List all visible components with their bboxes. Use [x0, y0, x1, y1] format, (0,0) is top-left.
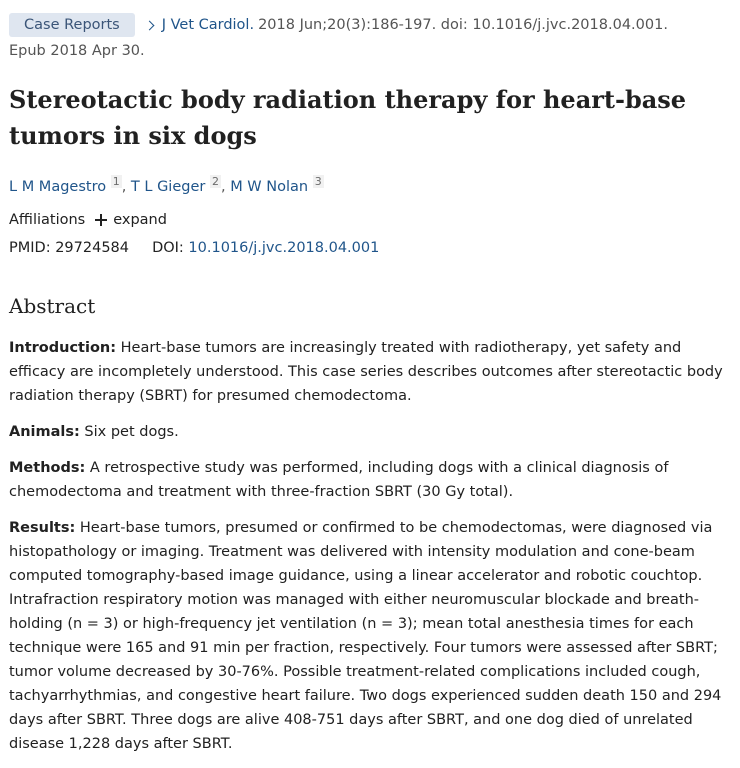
- citation-row: [9, 13, 668, 37]
- section-label: Methods:: [9, 460, 86, 476]
- author-list: [9, 175, 324, 195]
- abstract-section-animals: [9, 420, 735, 444]
- section-label: Introduction:: [9, 340, 117, 356]
- abstract-section-results: [9, 516, 735, 756]
- identifiers: [9, 240, 379, 256]
- plus-icon: [95, 214, 107, 226]
- section-text: Heart-base tumors, presumed or confirmed to be chemodectomas, were diagnosed via histopathology or imaging. Treatment was delivered with intensity modulation and cone-beam computed tomography-based image guidance, using a linear accelerator and robotic couchtop. Intrafraction respiratory motion was managed with either neuromuscular blockade and breath-holding (n = 3) or high-frequency jet ventilation (n = 3); mean total anesthesia times for each technique were 165 and 91 min per fraction, respectively. Four tumors were assessed after SBRT; tumor volume decreased by 30-76%. Possible treatment-related complications included cough, tachyarrhythmias, and congestive heart failure. Two dogs experienced sudden death 150 and 294 days after SBRT. Three dogs are alive 408-751 days after SBRT, and one dog died of unrelated disease 1,228 days after SBRT.: [9, 520, 722, 752]
- citation-details: 2018 Jun;20(3):186-197. doi: 10.1016/j.jvc.2018.04.001.: [258, 17, 668, 33]
- author-link[interactable]: M W Nolan: [230, 179, 309, 195]
- affiliation-ref[interactable]: 1: [112, 175, 120, 188]
- abstract-heading: Abstract: [9, 294, 96, 318]
- pmid-value: 29724584: [55, 240, 130, 256]
- doi-label: DOI:: [152, 240, 184, 256]
- journal-link[interactable]: J Vet Cardiol.: [161, 17, 255, 33]
- pmid-label: PMID:: [9, 240, 51, 256]
- section-label: Results:: [9, 520, 76, 536]
- separator: ,: [121, 179, 131, 195]
- section-text: A retrospective study was performed, including dogs with a clinical diagnosis of chemodectoma and treatment with three-fraction SBRT (30 Gy total).: [9, 460, 669, 500]
- affiliations-toggle[interactable]: [9, 212, 167, 228]
- epub-date: Epub 2018 Apr 30.: [9, 43, 145, 59]
- section-label: Animals:: [9, 424, 80, 440]
- affiliations-label: Affiliations: [9, 212, 86, 228]
- affiliation-ref[interactable]: 3: [314, 175, 322, 188]
- section-text: Heart-base tumors are increasingly treated with radiotherapy, yet safety and efficacy are incompletely understood. This case series describes outcomes after stereotactic body radiation therapy (SBRT) for presumed chemodectoma.: [9, 340, 723, 404]
- chevron-right-icon[interactable]: [144, 21, 154, 31]
- affiliation-ref[interactable]: 2: [211, 175, 219, 188]
- article-title: Stereotactic body radiation therapy for heart-base tumors in six dogs: [9, 85, 687, 150]
- section-text: Six pet dogs.: [84, 424, 179, 440]
- author-link[interactable]: L M Magestro: [9, 179, 107, 195]
- article-type-badge[interactable]: Case Reports: [9, 13, 135, 37]
- abstract-body: [9, 336, 735, 768]
- expand-label[interactable]: expand: [113, 212, 167, 228]
- abstract-section-introduction: [9, 336, 735, 408]
- separator: ,: [220, 179, 231, 195]
- doi-link[interactable]: 10.1016/j.jvc.2018.04.001: [188, 240, 380, 256]
- author-link[interactable]: T L Gieger: [130, 179, 206, 195]
- abstract-section-methods: [9, 456, 735, 504]
